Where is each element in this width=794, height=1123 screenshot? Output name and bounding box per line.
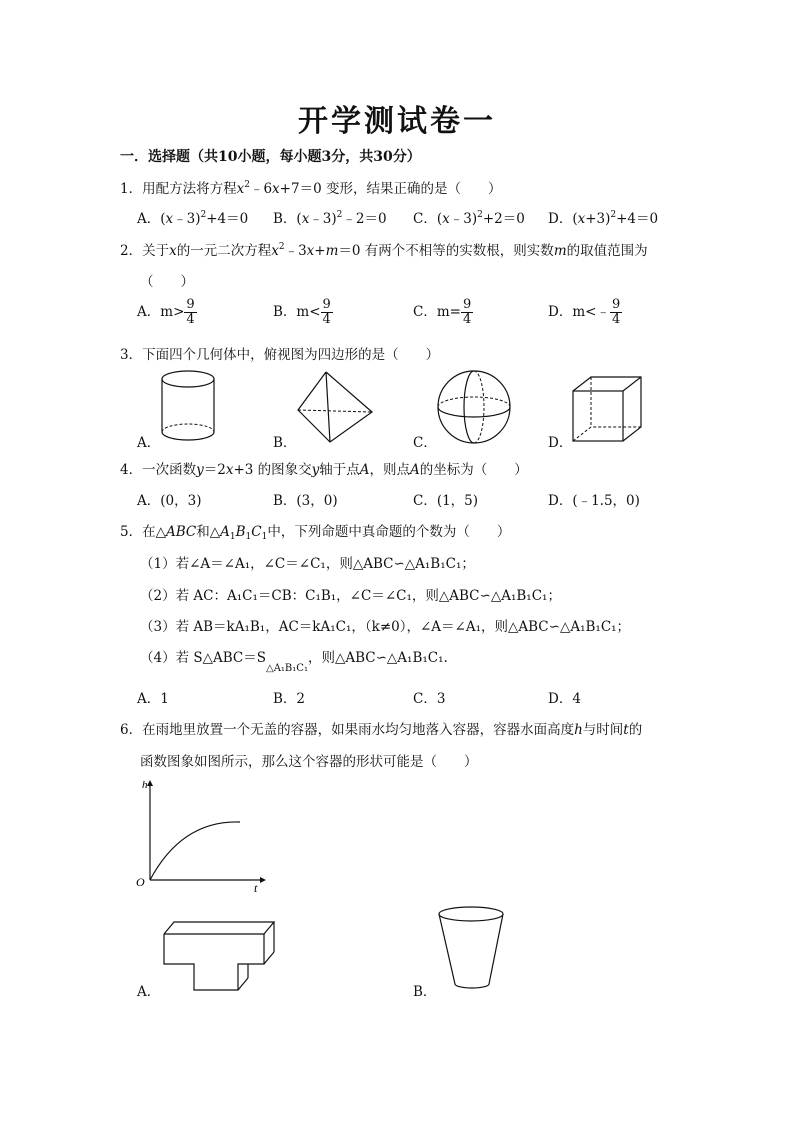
- question-3-option-d[interactable]: D．: [548, 435, 573, 451]
- question-6-stem-line-1: 6．在雨地里放置一个无盖的容器，如果雨水均匀地落入容器，容器水面高度h与时间t的: [120, 722, 643, 738]
- container-b-figure: [436, 904, 508, 988]
- question-1-option-a[interactable]: A．(x﹣3)$^2$+4＝0: [137, 210, 249, 227]
- question-4-option-b[interactable]: B．(3，0): [273, 493, 338, 509]
- question-1-option-c[interactable]: C．(x﹣3)$^2$+2＝0: [413, 210, 525, 227]
- question-2-stem: 2．关于x的一元二次方程$x^2﹣3x+m=0$ 有两个不相等的实数根，则实数m的取值范围为: [120, 242, 648, 259]
- question-2-answer-paren: （ ）: [140, 274, 194, 290]
- cylinder-figure: [160, 368, 222, 448]
- question-5-stem: 5．在△ABC和$\triangle A_1B_1C_1$中，下列命题中真命题的个数为（ ）: [120, 524, 511, 542]
- sphere-figure: [436, 369, 516, 447]
- question-5-item-3: （3）若 AB＝kA₁B₁，AC＝kA₁C₁，（k≠0），∠A＝∠A₁，则△ABC∽△A₁B₁C₁；: [140, 619, 631, 635]
- question-3-option-b[interactable]: B．: [273, 435, 297, 451]
- question-3-stem: 3．下面四个几何体中，俯视图为四边形的是（ ）: [120, 347, 440, 363]
- question-2-option-b[interactable]: B．m< $\frac{9}{4}$: [273, 297, 331, 327]
- question-5-option-c[interactable]: C．3: [413, 691, 446, 707]
- question-5-option-a[interactable]: A．1: [137, 691, 169, 707]
- question-3-option-c[interactable]: C．: [413, 435, 437, 451]
- question-5-option-b[interactable]: B．2: [273, 691, 306, 707]
- question-5-item-4: （4）若 $S\triangle ABC=S_{\triangle A_1B_1C_1}$，则△ABC∽△A₁B₁C₁.: [140, 650, 448, 674]
- question-3-option-a[interactable]: A．: [137, 435, 161, 451]
- question-6-stem-line-2: 函数图象如图所示，那么这个容器的形状可能是（ ）: [140, 754, 478, 770]
- question-6-option-b[interactable]: B．: [413, 984, 437, 1000]
- question-4-stem: 4．一次函数y＝2x+3 的图象交y轴于点A，则点A的坐标为（ ）: [120, 462, 528, 478]
- height-time-graph: [132, 776, 272, 894]
- cube-figure: [571, 375, 647, 445]
- page-title: 开学测试卷一: [298, 104, 496, 139]
- question-1-option-d[interactable]: D．$(x+3)^2+4=0$: [548, 210, 659, 227]
- question-4-option-d[interactable]: D．(﹣1.5，0): [548, 493, 640, 509]
- question-1-stem: 1．用配方法将方程$x^2﹣6x+7=0$ 变形，结果正确的是（ ）: [120, 180, 502, 197]
- question-6-option-a[interactable]: A．: [137, 984, 161, 1000]
- graph-y-label: h: [142, 779, 148, 791]
- question-2-option-c[interactable]: C．m= $\frac{9}{4}$: [413, 297, 472, 327]
- question-2-option-a[interactable]: A．m> $\frac{9}{4}$: [137, 297, 195, 327]
- question-4-option-c[interactable]: C．(1，5): [413, 493, 479, 509]
- graph-origin-label: O: [136, 875, 145, 889]
- graph-x-label: t: [254, 881, 258, 895]
- tetrahedron-figure: [296, 370, 376, 446]
- question-1-option-b[interactable]: B．(x﹣3)$^2$﹣2＝0: [273, 210, 387, 227]
- section-heading: 一．选择题（共10小题，每小题3分，共30分）: [120, 149, 421, 165]
- question-4-option-a[interactable]: A．(0，3): [137, 493, 202, 509]
- container-a-figure: [160, 918, 278, 992]
- question-5-option-d[interactable]: D．4: [548, 691, 581, 707]
- question-5-item-2: （2）若 AC：A₁C₁＝CB：C₁B₁，∠C＝∠C₁，则△ABC∽△A₁B₁C₁；: [140, 588, 561, 604]
- question-2-option-d[interactable]: D．m<﹣ $\frac{9}{4}$: [548, 297, 621, 327]
- question-5-item-1: （1）若∠A＝∠A₁，∠C＝∠C₁，则△ABC∽△A₁B₁C₁；: [140, 556, 475, 572]
